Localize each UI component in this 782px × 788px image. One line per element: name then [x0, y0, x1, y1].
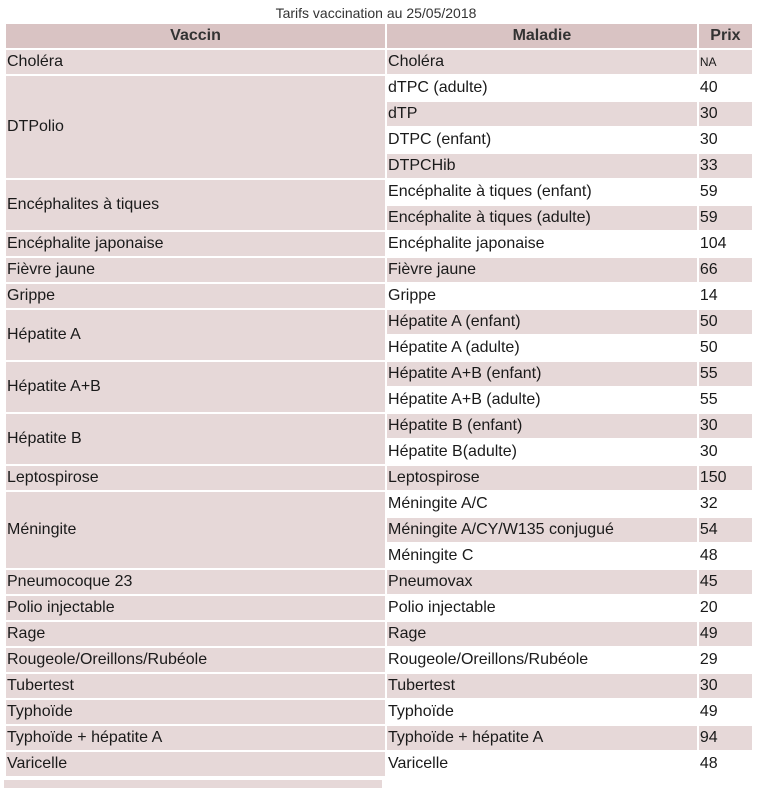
table-row [6, 752, 752, 778]
cell-vaccin: Encéphalites à tiques [6, 180, 385, 232]
table-header-row [6, 24, 752, 50]
cell-prix: NA [699, 50, 752, 76]
cell-prix: 59 [699, 180, 752, 206]
cell-prix: 55 [699, 388, 752, 414]
cell-maladie: Leptospirose [387, 466, 697, 492]
cell-vaccin: Choléra [6, 50, 385, 76]
cell-vaccin: Leptospirose [6, 466, 385, 492]
cell-maladie: dTP [387, 102, 697, 128]
cell-prix: 20 [699, 596, 752, 622]
table-row [6, 596, 752, 622]
cell-maladie: Pneumovax [387, 570, 697, 596]
table-row [6, 492, 752, 518]
cell-maladie: Encéphalite à tiques (enfant) [387, 180, 697, 206]
cell-vaccin: Pneumocoque 23 [6, 570, 385, 596]
header-prix: Prix [699, 24, 752, 50]
cell-maladie: Hépatite B(adulte) [387, 440, 697, 466]
table-row [6, 362, 752, 388]
cell-vaccin: Encéphalite japonaise [6, 232, 385, 258]
cell-maladie: Typhoïde [387, 700, 697, 726]
cell-prix: 150 [699, 466, 752, 492]
table-row [6, 232, 752, 258]
table-row [6, 180, 752, 206]
cell-vaccin: Tubertest [6, 674, 385, 700]
cell-prix: 55 [699, 362, 752, 388]
table-row [6, 414, 752, 440]
cell-vaccin: DTPolio [6, 76, 385, 180]
table-row [6, 310, 752, 336]
header-vaccin: Vaccin [6, 24, 385, 50]
cell-vaccin: Varicelle [6, 752, 385, 778]
cell-vaccin: Hépatite A [6, 310, 385, 362]
cell-prix: 14 [699, 284, 752, 310]
cell-prix: 30 [699, 414, 752, 440]
header-maladie: Maladie [387, 24, 697, 50]
table-bottom-strip [4, 780, 382, 788]
cell-prix: 54 [699, 518, 752, 544]
cell-prix: 29 [699, 648, 752, 674]
cell-maladie: DTPC (enfant) [387, 128, 697, 154]
table-row [6, 570, 752, 596]
cell-vaccin: Rougeole/Oreillons/Rubéole [6, 648, 385, 674]
cell-maladie: Rougeole/Oreillons/Rubéole [387, 648, 697, 674]
table-row [6, 76, 752, 102]
cell-maladie: Hépatite A (enfant) [387, 310, 697, 336]
table-row [6, 648, 752, 674]
cell-maladie: Tubertest [387, 674, 697, 700]
cell-prix: 50 [699, 336, 752, 362]
cell-maladie: Fièvre jaune [387, 258, 697, 284]
cell-maladie: Rage [387, 622, 697, 648]
cell-maladie: Choléra [387, 50, 697, 76]
cell-prix: 94 [699, 726, 752, 752]
cell-vaccin: Typhoïde [6, 700, 385, 726]
cell-maladie: Hépatite A+B (enfant) [387, 362, 697, 388]
cell-prix: 30 [699, 440, 752, 466]
cell-prix: 30 [699, 102, 752, 128]
cell-prix: 30 [699, 674, 752, 700]
table-row [6, 700, 752, 726]
cell-maladie: Varicelle [387, 752, 697, 778]
cell-maladie: Encéphalite japonaise [387, 232, 697, 258]
table-row [6, 622, 752, 648]
table-row [6, 284, 752, 310]
cell-prix: 50 [699, 310, 752, 336]
cell-prix: 45 [699, 570, 752, 596]
cell-prix: 32 [699, 492, 752, 518]
cell-vaccin: Grippe [6, 284, 385, 310]
cell-maladie: Méningite A/C [387, 492, 697, 518]
cell-maladie: Encéphalite à tiques (adulte) [387, 206, 697, 232]
table-caption: Tarifs vaccination au 25/05/2018 [275, 5, 477, 21]
cell-prix: 49 [699, 622, 752, 648]
cell-maladie: dTPC (adulte) [387, 76, 697, 102]
cell-vaccin: Hépatite B [6, 414, 385, 466]
cell-prix: 49 [699, 700, 752, 726]
vaccination-price-table [4, 24, 754, 778]
cell-maladie: DTPCHib [387, 154, 697, 180]
cell-maladie: Typhoïde + hépatite A [387, 726, 697, 752]
cell-maladie: Méningite A/CY/W135 conjugué [387, 518, 697, 544]
table-row [6, 726, 752, 752]
table-row [6, 466, 752, 492]
cell-vaccin: Typhoïde + hépatite A [6, 726, 385, 752]
cell-maladie: Hépatite B (enfant) [387, 414, 697, 440]
table-row [6, 50, 752, 76]
cell-prix: 104 [699, 232, 752, 258]
cell-prix: 40 [699, 76, 752, 102]
cell-prix: 66 [699, 258, 752, 284]
cell-prix: 48 [699, 544, 752, 570]
cell-prix: 33 [699, 154, 752, 180]
cell-vaccin: Fièvre jaune [6, 258, 385, 284]
cell-maladie: Méningite C [387, 544, 697, 570]
cell-prix: 48 [699, 752, 752, 778]
cell-vaccin: Rage [6, 622, 385, 648]
cell-vaccin: Polio injectable [6, 596, 385, 622]
cell-vaccin: Méningite [6, 492, 385, 570]
cell-maladie: Hépatite A+B (adulte) [387, 388, 697, 414]
table-body [6, 50, 752, 778]
table-row [6, 674, 752, 700]
cell-maladie: Polio injectable [387, 596, 697, 622]
table-row [6, 258, 752, 284]
cell-prix: 30 [699, 128, 752, 154]
cell-prix: 59 [699, 206, 752, 232]
cell-maladie: Grippe [387, 284, 697, 310]
cell-vaccin: Hépatite A+B [6, 362, 385, 414]
cell-maladie: Hépatite A (adulte) [387, 336, 697, 362]
